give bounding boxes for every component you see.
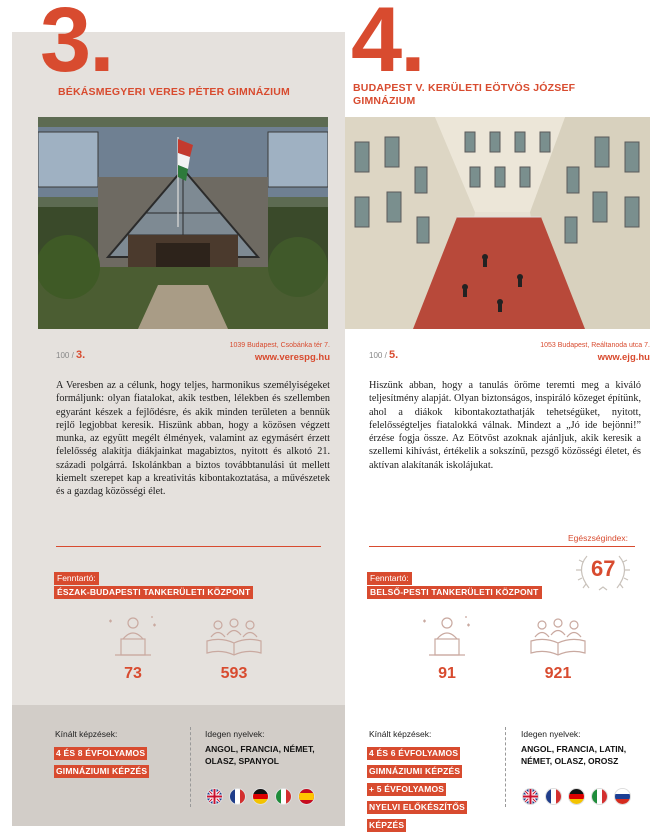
spain-flag-icon: [298, 788, 315, 805]
languages-line: ANGOL, FRANCIA, NÉMET,: [205, 744, 315, 754]
kinalt-item: + 5 ÉVFOLYAMOS: [369, 784, 445, 794]
ranking-value: 3.: [76, 349, 86, 361]
languages-list: [521, 743, 626, 767]
teachers-count: 73: [124, 665, 142, 682]
fenntarto-value: ÉSZAK-BUDAPESTI TANKERÜLETI KÖZPONT: [54, 586, 253, 599]
teachers-icon: [419, 615, 475, 662]
website-link[interactable]: www.verespg.hu: [254, 352, 330, 363]
ranking-value: 5.: [389, 349, 399, 361]
kinalt-item: KÉPZÉS: [369, 820, 405, 830]
languages-list: [205, 743, 315, 767]
kinalt-item: 4 ÉS 6 ÉVFOLYAMOS: [369, 748, 459, 758]
teachers-icon: [105, 615, 161, 662]
students-icon: [527, 615, 589, 662]
school-photo: [38, 117, 328, 329]
school-photo: [345, 117, 650, 329]
italy-flag-icon: [591, 788, 608, 805]
divider: [56, 546, 321, 547]
health-index-value: 67: [591, 556, 616, 581]
kinalt-label: Kínált képzések:: [55, 729, 118, 739]
russia-flag-icon: [614, 788, 631, 805]
description: Hiszünk abban, hogy a tanulás öröme teremti meg a kiváló teljesítmény alapját. Olyan biztonságos, inspiráló közeget építünk, ahol a diákok kibontakoztathatják tehetségüket, nyitott, felelősségteljes fiatalokká válnak. Mindezt a „Jó ide bejönni!” érzése fogja össze. Az Eötvöst azoknak ajánljuk, akik keresik a szellemi kihívást, értékelik a sokszínű, pezsgő közösségi életet, és aktívan alakítanák iskolájukat.: [369, 380, 641, 471]
rank-big-number: 4.: [351, 0, 424, 91]
health-index-label: Egészségindex:: [568, 533, 629, 543]
students-icon: [203, 615, 265, 662]
languages-line: ANGOL, FRANCIA, LATIN,: [521, 744, 627, 754]
fenntarto-label: Fenntartó:: [54, 572, 99, 585]
ranking: [369, 349, 398, 361]
school-name: [353, 82, 643, 108]
languages-line: OLASZ, SPANYOL: [205, 756, 279, 766]
school-name-line: GIMNÁZIUM: [353, 95, 416, 107]
students-count: 593: [220, 665, 248, 682]
germany-flag-icon: [252, 788, 269, 805]
address: 1039 Budapest, Csobánka tér 7.: [229, 342, 330, 349]
address: 1053 Budapest, Reáltanoda utca 7.: [540, 342, 650, 349]
germany-flag-icon: [568, 788, 585, 805]
uk-flag-icon: [522, 788, 539, 805]
languages-label: Idegen nyelvek:: [521, 729, 581, 739]
rank-big-number: 3.: [40, 0, 113, 91]
kinalt-item: GIMNÁZIUMI KÉPZÉS: [56, 766, 148, 776]
students-count: 921: [544, 665, 572, 682]
kinalt-list: [54, 743, 184, 779]
fenntarto-value: BELSŐ-PESTI TANKERÜLETI KÖZPONT: [367, 586, 542, 599]
kinalt-label: Kínált képzések:: [369, 729, 432, 739]
school-name-line: BUDAPEST V. KERÜLETI EÖTVÖS JÓZSEF: [353, 82, 576, 94]
vertical-separator: [190, 727, 191, 807]
school-name: BÉKÁSMEGYERI VERES PÉTER GIMNÁZIUM: [58, 86, 290, 98]
italy-flag-icon: [275, 788, 292, 805]
ranking-prefix: 100 /: [369, 351, 387, 360]
website-link[interactable]: www.ejg.hu: [597, 352, 650, 363]
teachers-count: 91: [438, 665, 456, 682]
kinalt-item: GIMNÁZIUMI KÉPZÉS: [369, 766, 461, 776]
france-flag-icon: [545, 788, 562, 805]
france-flag-icon: [229, 788, 246, 805]
languages-label: Idegen nyelvek:: [205, 729, 265, 739]
description: A Veresben az a célunk, hogy teljes, harmonikus személyiségeket formáljunk: olyan fiatalokat, akik testben, lélekben és szellemben egyaránt készek a fejlődésre, és akik minden területen a bennük rejlő legjobbat keresik. Hiszünk abban, hogy a közösen végzett munka, az együtt megélt élmények, valamint az egymásért érzett felelősség alakítja diákjainkat magabiztos, nyitott és alkotó 21. századi polgárrá. Iskolánkban a biztos továbbtanulási út mellett kiemelt szerepet kap a kreativitás kibontakoztatása, a művészetek és a gazdag közösségi élet.: [56, 380, 330, 498]
languages-line: NÉMET, OLASZ, OROSZ: [521, 756, 619, 766]
uk-flag-icon: [206, 788, 223, 805]
school-card-4: [345, 0, 650, 830]
kinalt-list: [367, 743, 507, 833]
kinalt-item: 4 ÉS 8 ÉVFOLYAMOS: [56, 748, 146, 758]
vertical-separator: [505, 727, 506, 807]
kinalt-item: NYELVI ELŐKÉSZÍTŐS: [369, 802, 466, 812]
divider: [369, 546, 635, 547]
ranking-prefix: 100 /: [56, 351, 74, 360]
fenntarto-label: Fenntartó:: [367, 572, 412, 585]
ranking: [56, 349, 85, 361]
